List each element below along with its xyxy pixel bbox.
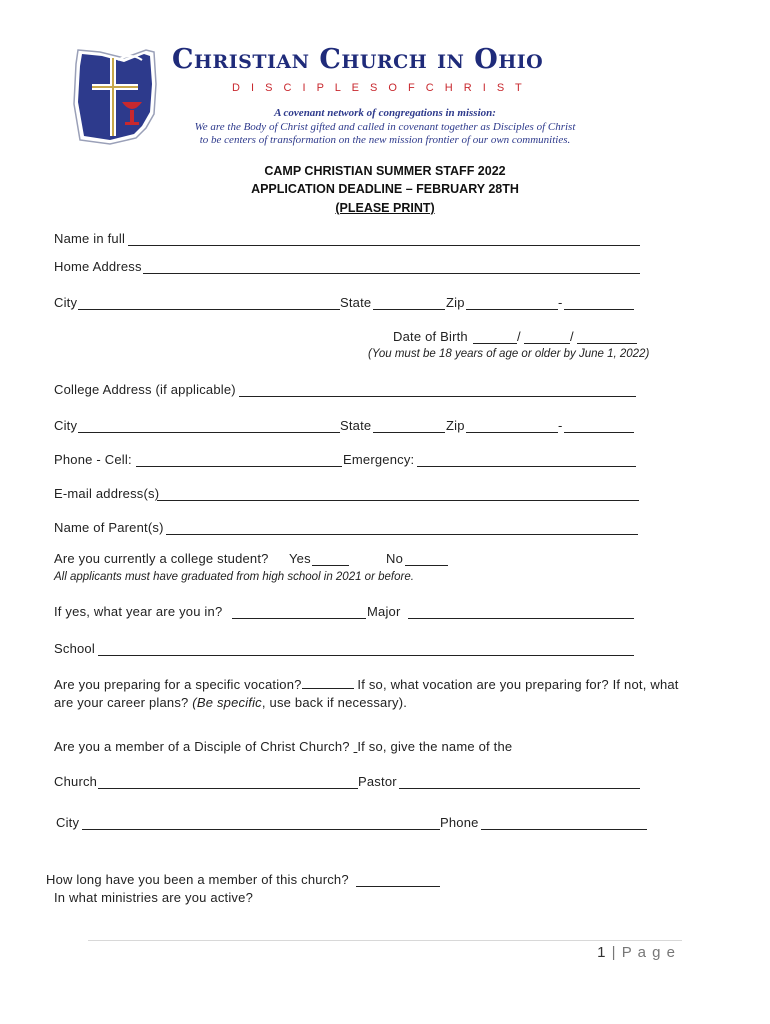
dob-sep-1: / — [517, 329, 521, 344]
career-plans-2: , use back if necessary). — [261, 695, 408, 710]
graduation-note: All applicants must have graduated from high school in 2021 or before. — [54, 571, 414, 583]
college-zip-label: Zip — [446, 418, 465, 433]
org-subtitle: D I S C I P L E S O F C H R I S T — [232, 82, 523, 94]
school-field[interactable] — [98, 655, 634, 656]
page-label: | P a g e — [611, 944, 676, 961]
major-field[interactable] — [408, 618, 634, 619]
form-title: CAMP CHRISTIAN SUMMER STAFF 2022 — [264, 164, 506, 178]
college-zip-dash: - — [558, 418, 563, 433]
name-label: Name in full — [54, 231, 126, 246]
college-state-field[interactable] — [373, 432, 445, 433]
church-phone-field[interactable] — [481, 829, 647, 830]
church-label: Church — [54, 774, 98, 789]
yes-label: Yes — [289, 551, 311, 566]
age-requirement-note: (You must be 18 years of age or older by June 1, 2022) — [368, 348, 650, 360]
tagline-1: A covenant network of congregations in mission: — [274, 107, 496, 119]
name-field[interactable] — [128, 245, 640, 246]
dob-sep-2: / — [570, 329, 574, 344]
church-phone-label: Phone — [440, 815, 479, 830]
dob-label: Date of Birth — [393, 329, 468, 344]
zip-dash: - — [558, 295, 563, 310]
college-zip-field[interactable] — [466, 432, 558, 433]
vocation-question-2: If so, what vocation are you preparing for? If not, what — [353, 677, 679, 692]
college-state-label: State — [340, 418, 372, 433]
college-address-label: College Address (if applicable) — [54, 382, 236, 397]
phone-cell-field[interactable] — [136, 466, 342, 467]
state-field[interactable] — [373, 309, 445, 310]
vocation-field[interactable] — [302, 677, 354, 689]
member-question — [54, 739, 512, 754]
college-zip-ext-field[interactable] — [564, 432, 634, 433]
career-plans — [54, 695, 407, 710]
ministries-question: In what ministries are you active? — [54, 890, 253, 905]
zip-field[interactable] — [466, 309, 558, 310]
tagline-2: We are the Body of Christ gifted and called in covenant together as Disciples of Christ — [194, 121, 576, 133]
college-city-label: City — [54, 418, 78, 433]
college-address-field[interactable] — [239, 396, 636, 397]
college-student-question: Are you currently a college student? — [54, 551, 269, 566]
pastor-field[interactable] — [399, 788, 640, 789]
zip-label: Zip — [446, 295, 465, 310]
zip-ext-field[interactable] — [564, 309, 634, 310]
page-number-value: 1 — [597, 944, 607, 961]
church-field[interactable] — [98, 788, 358, 789]
major-label: Major — [367, 604, 401, 619]
footer-rule — [88, 940, 682, 941]
emergency-field[interactable] — [417, 466, 636, 467]
phone-cell-label: Phone - Cell: — [54, 452, 132, 467]
membership-length-question: How long have you been a member of this church? — [46, 872, 349, 887]
vocation-question-1: Are you preparing for a specific vocation? — [54, 677, 302, 692]
church-city-field[interactable] — [82, 829, 440, 830]
tagline-3: to be centers of transformation on the new mission frontier of our own communities. — [199, 134, 571, 146]
page-number — [597, 944, 676, 961]
state-label: State — [340, 295, 372, 310]
email-field[interactable] — [157, 500, 639, 501]
no-label: No — [386, 551, 404, 566]
home-address-field[interactable] — [143, 273, 640, 274]
parents-field[interactable] — [166, 534, 638, 535]
college-city-field[interactable] — [78, 432, 340, 433]
pastor-label: Pastor — [358, 774, 397, 789]
org-name: Christian Church in Ohio — [172, 44, 544, 75]
member-question-2: If so, give the name of the — [357, 739, 513, 754]
church-city-label: City — [56, 815, 80, 830]
deadline: APPLICATION DEADLINE – FEBRUARY 28TH — [251, 182, 519, 196]
membership-length-field[interactable] — [356, 886, 440, 887]
dob-month-field[interactable] — [473, 343, 517, 344]
parents-label: Name of Parent(s) — [54, 520, 164, 535]
career-plans-1: are your career plans? — [54, 695, 193, 710]
city-label: City — [54, 295, 78, 310]
print-note: (PLEASE PRINT) — [335, 201, 435, 215]
dob-day-field[interactable] — [524, 343, 570, 344]
home-address-label: Home Address — [54, 259, 142, 274]
year-question: If yes, what year are you in? — [54, 604, 223, 619]
city-field[interactable] — [78, 309, 340, 310]
school-label: School — [54, 641, 95, 656]
year-field[interactable] — [232, 618, 366, 619]
dob-year-field[interactable] — [577, 343, 637, 344]
yes-field[interactable] — [312, 565, 349, 566]
emergency-label: Emergency: — [343, 452, 415, 467]
vocation-question — [54, 677, 679, 692]
be-specific: (Be specific — [192, 695, 262, 710]
no-field[interactable] — [405, 565, 448, 566]
member-question-1: Are you a member of a Disciple of Christ Church? — [54, 739, 350, 754]
email-label: E-mail address(s) — [54, 486, 160, 501]
